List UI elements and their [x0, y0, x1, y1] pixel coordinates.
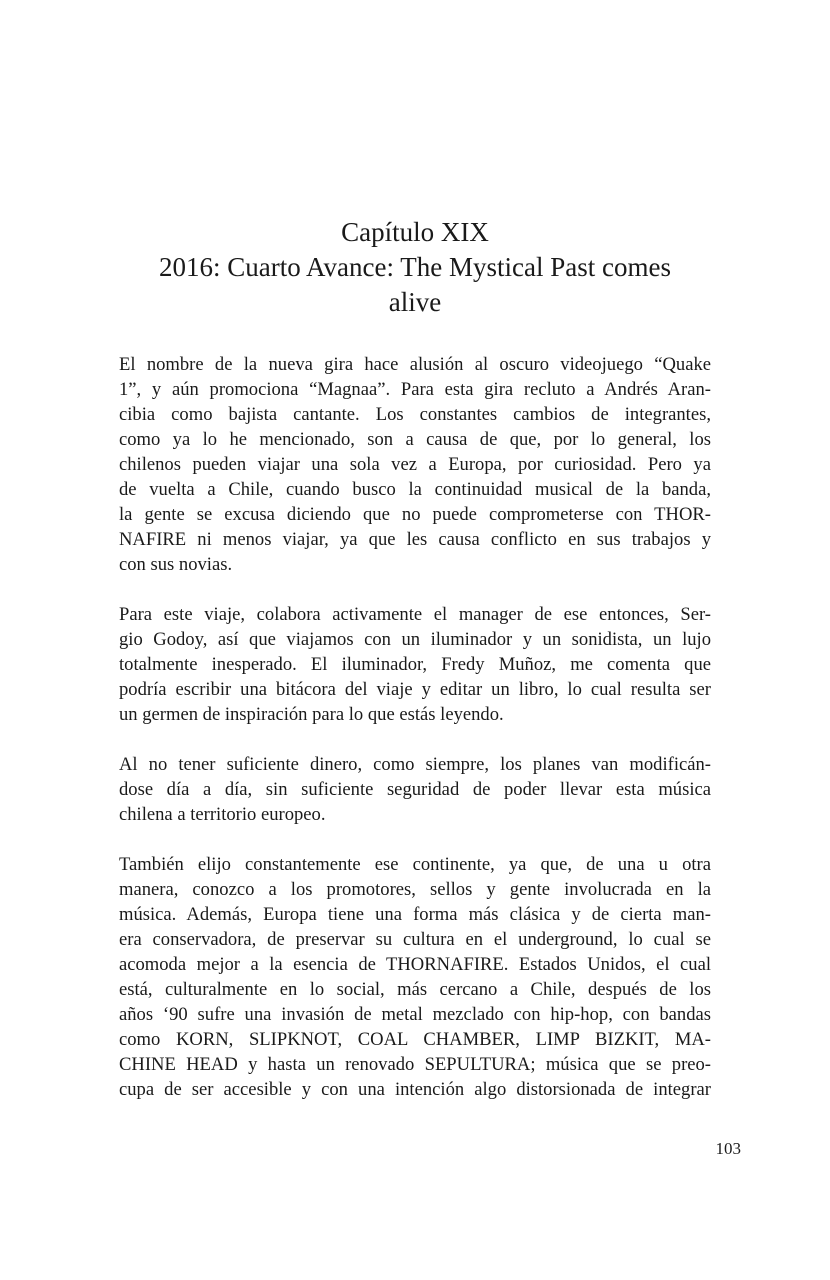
paragraph-gap — [119, 577, 711, 602]
paragraph-3 — [119, 752, 711, 827]
text-line: totalmente inesperado. El iluminador, Fredy Muñoz, me comenta que — [119, 654, 711, 675]
text-line: chilena a territorio europeo. — [119, 804, 326, 825]
paragraph-1 — [119, 352, 711, 577]
text-line: gio Godoy, así que viajamos con un iluminador y un sonidista, un lujo — [119, 629, 711, 650]
text-line: cibia como bajista cantante. Los constantes cambios de integrantes, — [119, 404, 711, 425]
text-line: años ‘90 sufre una invasión de metal mezclado con hip-hop, con bandas — [119, 1004, 711, 1025]
text-line: 1”, y aún promociona “Magnaa”. Para esta gira recluto a Andrés Aran- — [119, 379, 711, 400]
text-line: El nombre de la nueva gira hace alusión al oscuro videojuego “Quake — [119, 354, 711, 375]
text-line: Al no tener suficiente dinero, como siempre, los planes van modificán- — [119, 754, 711, 775]
body-text — [119, 352, 711, 1102]
chapter-number: Capítulo XIX — [341, 217, 489, 247]
text-line: música. Además, Europa tiene una forma más clásica y de cierta man- — [119, 904, 711, 925]
text-line: cupa de ser accesible y con una intención algo distorsionada de integrar — [119, 1079, 711, 1100]
chapter-heading — [120, 215, 710, 320]
paragraph-2 — [119, 602, 711, 727]
chapter-title-line-1: 2016: Cuarto Avance: The Mystical Past comes — [159, 252, 671, 282]
text-line: También elijo constantemente ese continente, ya que, de una u otra — [119, 854, 711, 875]
text-line: chilenos pueden viajar una sola vez a Europa, por curiosidad. Pero ya — [119, 454, 711, 475]
chapter-title-line-2: alive — [388, 287, 442, 317]
text-line: acomoda mejor a la esencia de THORNAFIRE. Estados Unidos, el cual — [119, 954, 711, 975]
text-line: NAFIRE ni menos viajar, ya que les causa conflicto en sus trabajos y — [119, 529, 711, 550]
text-line: Para este viaje, colabora activamente el manager de ese entonces, Ser- — [119, 604, 711, 625]
text-line: la gente se excusa diciendo que no puede comprometerse con THOR- — [119, 504, 711, 525]
text-line: CHINE HEAD y hasta un renovado SEPULTURA; música que se preo- — [119, 1054, 711, 1075]
text-line: dose día a día, sin suficiente seguridad de poder llevar esta música — [119, 779, 711, 800]
text-line: como KORN, SLIPKNOT, COAL CHAMBER, LIMP BIZKIT, MA- — [119, 1029, 711, 1050]
page-number: 103 — [715, 1139, 741, 1158]
text-line: está, culturalmente en lo social, más cercano a Chile, después de los — [119, 979, 711, 1000]
paragraph-4 — [119, 852, 711, 1102]
text-line: podría escribir una bitácora del viaje y editar un libro, lo cual resulta ser — [119, 679, 711, 700]
text-line: con sus novias. — [119, 554, 233, 575]
text-line: un germen de inspiración para lo que estás leyendo. — [119, 704, 504, 725]
paragraph-gap — [119, 827, 711, 852]
text-line: manera, conozco a los promotores, sellos y gente involucrada en la — [119, 879, 711, 900]
text-line: de vuelta a Chile, cuando busco la continuidad musical de la banda, — [119, 479, 711, 500]
text-line: era conservadora, de preservar su cultura en el underground, lo cual se — [119, 929, 711, 950]
text-line: como ya lo he mencionado, son a causa de que, por lo general, los — [119, 429, 711, 450]
paragraph-gap — [119, 727, 711, 752]
